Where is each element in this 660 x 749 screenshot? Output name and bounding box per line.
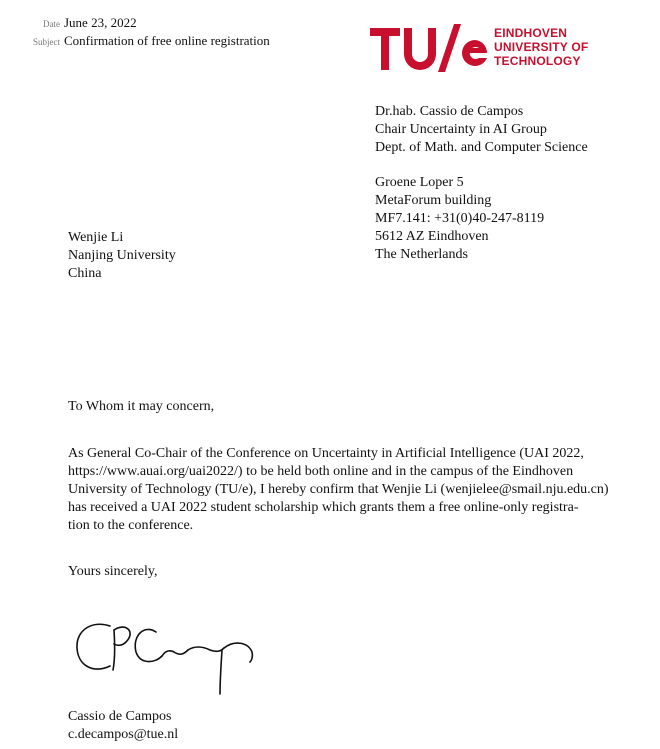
recipient-block [68,229,176,283]
recipient-country: China [68,266,102,281]
recipient-institution: Nanjing University [68,248,176,263]
closing: Yours sincerely, [68,564,158,579]
letter-body [68,445,623,535]
signatory-email: c.decampos@tue.nl [68,727,179,742]
tue-logo [370,22,610,74]
sender-address-line: Groene Loper 5 [375,175,464,190]
subject-label: Subject [33,37,60,47]
date-value: June 23, 2022 [64,15,137,30]
salutation: To Whom it may concern, [68,399,215,414]
signatory-block [68,708,178,744]
body-line: has received a UAI 2022 student scholarship which grants them a free online-only registra- [68,500,579,515]
date-row [0,15,290,32]
subject-row [0,33,290,50]
sender-block [375,103,588,157]
sender-dept: Dept. of Math. and Computer Science [375,140,588,155]
subject-value: Confirmation of free online registration [64,33,270,48]
signatory-name: Cassio de Campos [68,709,172,724]
sender-address-line: MF7.141: +31(0)40-247-8119 [375,211,545,226]
sender-address-line: The Netherlands [375,247,468,262]
sender-address-line: MetaForum building [375,193,492,208]
date-label: Date [43,19,60,29]
body-line: As General Co-Chair of the Conference on Uncertainty in Artificial Intelligence (UAI 2022, [68,446,584,461]
logo-line-2: UNIVERSITY OF [494,40,589,54]
body-line: https://www.auai.org/uai2022/) to be held both online and in the campus of the Eindhoven [68,464,574,479]
body-line: tion to the conference. [68,518,194,533]
sender-group: Chair Uncertainty in AI Group [375,122,547,137]
logo-line-1: EINDHOVEN [494,26,568,40]
logo-line-3: TECHNOLOGY [494,54,581,68]
tue-logo-mark [370,22,490,74]
handwritten-signature [70,616,260,698]
sender-name: Dr.hab. Cassio de Campos [375,104,524,119]
sender-address-line: 5612 AZ Eindhoven [375,229,489,244]
tue-logo-wordmark [494,26,588,68]
recipient-name: Wenjie Li [68,230,124,245]
body-line: University of Technology (TU/e), I hereby confirm that Wenjie Li (wenjielee@smail.nju.edu.cn) [68,482,609,497]
sender-address [375,174,544,264]
